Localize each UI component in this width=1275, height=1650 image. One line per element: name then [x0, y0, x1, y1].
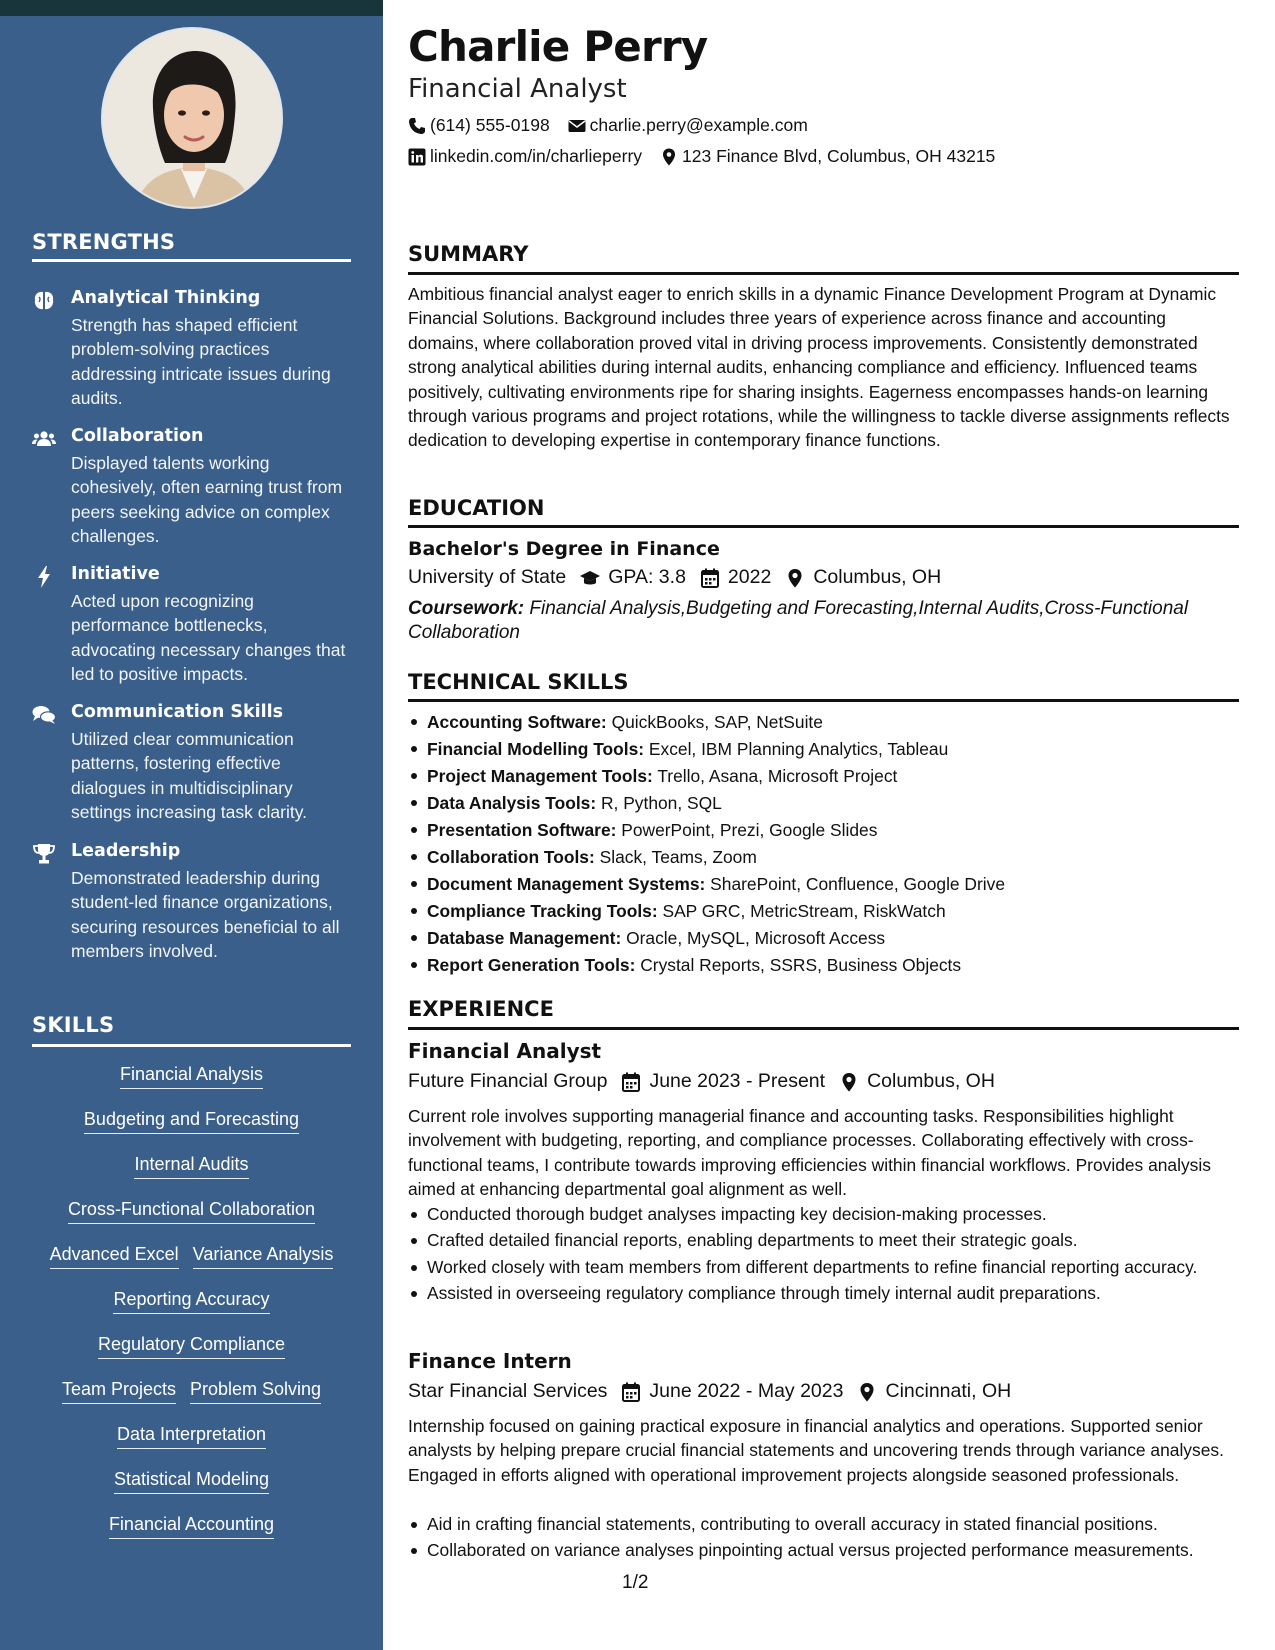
education-location: Columbus, OH — [813, 566, 942, 588]
list-item: Conducted thorough budget analyses impacting key decision-making processes. — [408, 1202, 1238, 1226]
strengths-heading: STRENGTHS — [32, 230, 176, 254]
skill-values: PowerPoint, Prezi, Google Slides — [621, 820, 878, 840]
list-item — [408, 898, 1238, 925]
page-number: 1/2 — [622, 1572, 649, 1593]
skill-tag: Regulatory Compliance — [98, 1334, 285, 1359]
coursework — [408, 597, 1238, 645]
contact-row — [408, 146, 995, 167]
job-dates: June 2022 - May 2023 — [649, 1380, 844, 1402]
strength-description: Strength has shaped efficient problem-solving practices addressing intricate issues during audits. — [71, 315, 331, 408]
skill-tag: Team Projects — [62, 1379, 176, 1404]
education-meta — [408, 566, 941, 589]
phone-number: (614) 555-0198 — [430, 115, 550, 135]
skill-tag: Cross-Functional Collaboration — [68, 1199, 315, 1224]
skill-category: Document Management Systems: — [427, 874, 706, 894]
company-name: Star Financial Services — [408, 1380, 608, 1402]
list-item — [408, 790, 1238, 817]
skill-values: Oracle, MySQL, Microsoft Access — [626, 928, 886, 948]
list-item — [408, 925, 1238, 952]
skill-tag: Financial Accounting — [109, 1514, 274, 1539]
skill-tag: Internal Audits — [134, 1154, 248, 1179]
skill-category: Report Generation Tools: — [427, 955, 636, 975]
education-heading: EDUCATION — [408, 496, 545, 520]
list-item — [408, 844, 1238, 871]
brain-icon — [32, 290, 56, 312]
skill-tag: Budgeting and Forecasting — [84, 1109, 299, 1134]
map-pin-icon — [857, 1382, 877, 1402]
technical-skills-list — [408, 709, 1238, 979]
job-bullets — [408, 1512, 1238, 1565]
skill-values: Trello, Asana, Microsoft Project — [657, 766, 898, 786]
job-description: Current role involves supporting managerial finance and accounting tasks. Responsibilities highlight involvement with budgeting, reporting, and compliance processes. Collaborating effectively with cross-functional teams, I contribute towards improving efficiencies within financial workflows. Provides analysis aimed at enhancing departmental goal alignment as well. — [408, 1106, 1211, 1200]
job-bullets — [408, 1202, 1238, 1308]
strength-description: Demonstrated leadership during student-led finance organizations, securing resources beneficial to all members involved. — [71, 868, 340, 961]
bolt-icon — [32, 566, 56, 588]
sidebar — [0, 0, 383, 1650]
job-dates: June 2023 - Present — [649, 1070, 826, 1092]
job-meta — [408, 1380, 1011, 1403]
skill-tag: Statistical Modeling — [114, 1469, 269, 1494]
phone-icon — [408, 117, 426, 135]
skill-values: Excel, IBM Planning Analytics, Tableau — [648, 739, 949, 759]
skill-category: Compliance Tracking Tools: — [427, 901, 658, 921]
list-item — [408, 736, 1238, 763]
map-pin-icon — [839, 1072, 859, 1092]
list-item: Aid in crafting financial statements, contributing to overall accuracy in stated financial positions. — [408, 1512, 1238, 1536]
technical-skills-rule — [408, 699, 1239, 702]
envelope-icon — [568, 117, 586, 135]
company-name: Future Financial Group — [408, 1070, 608, 1092]
calendar-icon — [700, 568, 720, 588]
calendar-icon — [621, 1072, 641, 1092]
coursework-label: Coursework: — [408, 598, 525, 619]
job-location: Cincinnati, OH — [885, 1380, 1012, 1402]
linkedin-link[interactable]: linkedin.com/in/charlieperry — [430, 146, 643, 166]
experience-rule — [408, 1027, 1239, 1030]
candidate-role: Financial Analyst — [408, 74, 627, 104]
skill-tag: Reporting Accuracy — [113, 1289, 269, 1314]
trophy-icon — [32, 843, 56, 865]
list-item — [408, 952, 1238, 979]
technical-skills-heading: TECHNICAL SKILLS — [408, 670, 629, 694]
skill-tag: Variance Analysis — [193, 1244, 334, 1269]
skill-category: Accounting Software: — [427, 712, 607, 732]
skills-heading: SKILLS — [32, 1013, 115, 1037]
users-icon — [32, 428, 56, 450]
list-item: Crafted detailed financial reports, enabling departments to meet their strategic goals. — [408, 1228, 1238, 1252]
sidebar-top-bar — [0, 0, 383, 16]
address: 123 Finance Blvd, Columbus, OH 43215 — [682, 146, 996, 166]
strength-title: Communication Skills — [71, 702, 284, 722]
calendar-icon — [621, 1382, 641, 1402]
list-item — [408, 871, 1238, 898]
strength-description: Displayed talents working cohesively, often earning trust from peers seeking advice on complex challenges. — [71, 453, 343, 546]
skill-category: Data Analysis Tools: — [427, 793, 597, 813]
strength-description: Acted upon recognizing performance bottlenecks, advocating necessary changes that led to positive impacts. — [71, 591, 346, 684]
skill-values: R, Python, SQL — [600, 793, 722, 813]
strength-description: Utilized clear communication patterns, fostering effective dialogues in multidisciplinary settings increasing task clarity. — [71, 729, 308, 822]
candidate-name: Charlie Perry — [408, 22, 708, 71]
education-rule — [408, 525, 1239, 528]
profile-photo — [101, 27, 283, 209]
comments-icon — [32, 704, 56, 726]
contact-row — [408, 115, 808, 136]
skill-category: Presentation Software: — [427, 820, 617, 840]
job-description: Internship focused on gaining practical exposure in financial analytics and operations. Supported senior analysts by helping prepare crucial financial statements and uncovering trends through variance analyses. Engaged in efforts aligned with operational improvement projects alongside seasoned professionals. — [408, 1416, 1224, 1485]
skill-values: QuickBooks, SAP, NetSuite — [611, 712, 823, 732]
map-pin-icon — [660, 148, 678, 166]
list-item: Assisted in overseeing regulatory compliance through timely internal audit preparations. — [408, 1281, 1238, 1305]
skill-category: Project Management Tools: — [427, 766, 653, 786]
graduation-cap-icon — [580, 568, 600, 588]
job-meta — [408, 1070, 995, 1093]
skill-category: Financial Modelling Tools: — [427, 739, 645, 759]
map-pin-icon — [785, 568, 805, 588]
job-title: Finance Intern — [408, 1349, 572, 1373]
skill-values: Slack, Teams, Zoom — [599, 847, 757, 867]
summary-heading: SUMMARY — [408, 242, 529, 266]
gpa: GPA: 3.8 — [608, 566, 686, 588]
skill-tag: Problem Solving — [190, 1379, 321, 1404]
list-item: Worked closely with team members from different departments to refine financial reporting accuracy. — [408, 1255, 1238, 1279]
strength-title: Initiative — [71, 564, 160, 584]
job-location: Columbus, OH — [867, 1070, 995, 1092]
experience-heading: EXPERIENCE — [408, 997, 554, 1021]
strengths-rule — [32, 259, 351, 262]
summary-text: Ambitious financial analyst eager to enrich skills in a dynamic Finance Development Program at Dynamic Financial Solutions. Background includes three years of experience across finance and accounting domains, where collaboration proved vital in driving process improvements. Consistently demonstrated strong analytical abilities during internal audits, enhancing compliance and efficiency. Influenced teams positively, cultivating environments ripe for sharing insights. Eagerness encompasses hands-on learning through various programs and project rotations, while the willingness to tackle diverse assignments reflects dedication to developing expertise in contemporary finance functions. — [408, 284, 1230, 451]
skills-rule — [32, 1044, 351, 1047]
coursework-list: Financial Analysis,Budgeting and Forecasting,Internal Audits,Cross-Functional Collaboration — [408, 598, 1189, 643]
summary-rule — [408, 272, 1239, 275]
skill-category: Collaboration Tools: — [427, 847, 595, 867]
list-item — [408, 763, 1238, 790]
school-name: University of State — [408, 566, 567, 588]
email-link[interactable]: charlie.perry@example.com — [589, 115, 808, 135]
graduation-year: 2022 — [727, 566, 772, 588]
skill-values: SharePoint, Confluence, Google Drive — [710, 874, 1006, 894]
skill-tag: Advanced Excel — [50, 1244, 179, 1269]
skill-category: Database Management: — [427, 928, 622, 948]
skill-values: Crystal Reports, SSRS, Business Objects — [640, 955, 962, 975]
skill-values: SAP GRC, MetricStream, RiskWatch — [662, 901, 946, 921]
degree-title: Bachelor's Degree in Finance — [408, 538, 720, 560]
skill-tag: Financial Analysis — [120, 1064, 263, 1089]
list-item — [408, 709, 1238, 736]
list-item: Collaborated on variance analyses pinpointing actual versus projected performance measurements. — [408, 1538, 1238, 1562]
strength-title: Analytical Thinking — [71, 288, 261, 308]
job-title: Financial Analyst — [408, 1039, 602, 1063]
strength-title: Collaboration — [71, 426, 204, 446]
skill-tag: Data Interpretation — [117, 1424, 266, 1449]
linkedin-icon — [408, 148, 426, 166]
list-item — [408, 817, 1238, 844]
strength-title: Leadership — [71, 841, 181, 861]
